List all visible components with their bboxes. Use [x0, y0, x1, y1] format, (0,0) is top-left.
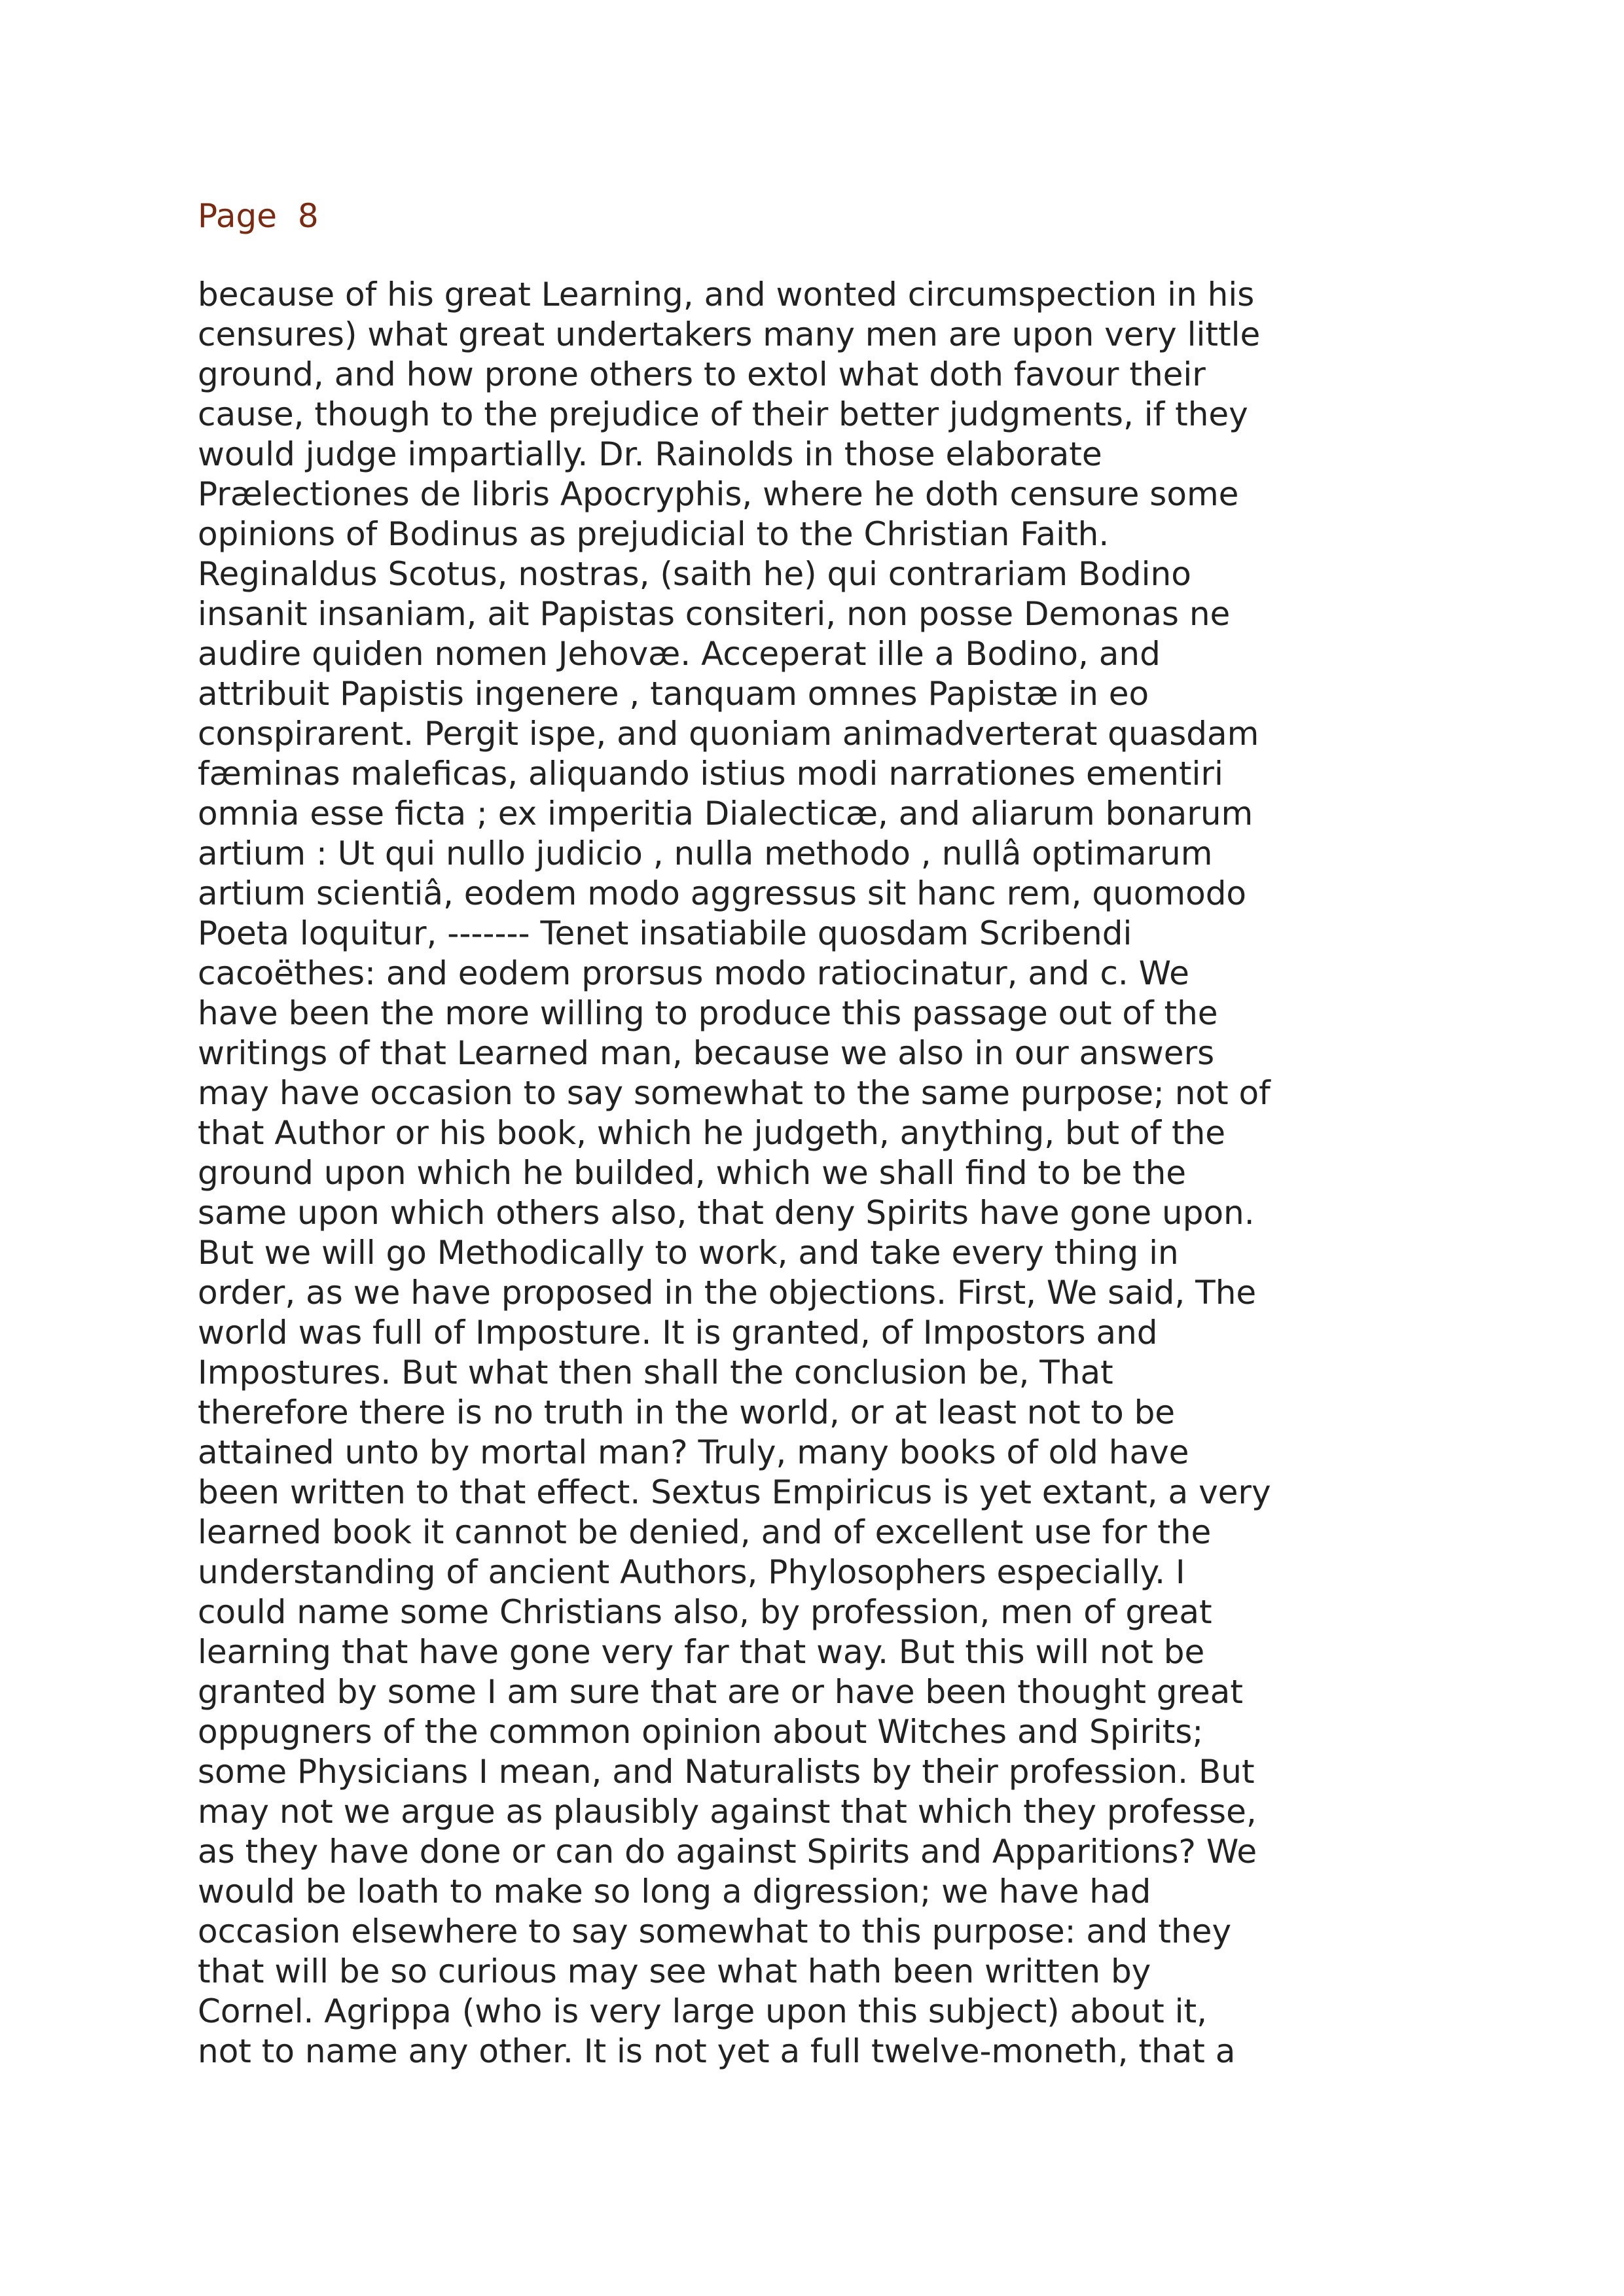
- text-line: could name some Christians also, by profession, men of great: [198, 1593, 1212, 1631]
- text-line: opinions of Bodinus as prejudicial to the Christian Faith.: [198, 515, 1110, 553]
- text-line: attained unto by mortal man? Truly, many books of old have: [198, 1433, 1189, 1471]
- text-line: fæminas maleficas, aliquando istius modi narrationes ementiri: [198, 755, 1223, 793]
- text-line: some Physicians I mean, and Naturalists by their profession. But: [198, 1753, 1255, 1791]
- text-line: not to name any other. It is not yet a full twelve-moneth, that a: [198, 2032, 1236, 2070]
- text-line: cacoëthes: and eodem prorsus modo ratiocinatur, and c. We: [198, 954, 1189, 992]
- body-text: [198, 275, 1520, 2072]
- text-line: attribuit Papistis ingenere , tanquam omnes Papistæ in eo: [198, 675, 1149, 713]
- text-line: Cornel. Agrippa (who is very large upon this subject) about it,: [198, 1992, 1208, 2030]
- text-line: have been the more willing to produce this passage out of the: [198, 994, 1218, 1032]
- text-line: writings of that Learned man, because we also in our answers: [198, 1034, 1215, 1072]
- text-line: learning that have gone very far that way. But this will not be: [198, 1633, 1205, 1671]
- text-line: understanding of ancient Authors, Phylosophers especially. I: [198, 1553, 1185, 1591]
- text-line: audire quiden nomen Jehovæ. Acceperat ille a Bodino, and: [198, 635, 1161, 673]
- text-line: been written to that effect. Sextus Empiricus is yet extant, a very: [198, 1473, 1271, 1511]
- text-line: because of his great Learning, and wonted circumspection in his: [198, 276, 1255, 314]
- page-number: Page 8: [198, 197, 319, 235]
- text-line: censures) what great undertakers many men are upon very little: [198, 315, 1261, 353]
- text-line: occasion elsewhere to say somewhat to this purpose: and they: [198, 1912, 1232, 1950]
- text-line: insanit insaniam, ait Papistas consiteri, non posse Demonas ne: [198, 595, 1231, 633]
- text-line: Reginaldus Scotus, nostras, (saith he) qui contrariam Bodino: [198, 555, 1191, 593]
- text-line: order, as we have proposed in the objections. First, We said, The: [198, 1274, 1257, 1312]
- text-line: therefore there is no truth in the world, or at least not to be: [198, 1393, 1176, 1431]
- text-line: may not we argue as plausibly against that which they professe,: [198, 1793, 1257, 1831]
- text-line: artium : Ut qui nullo judicio , nulla methodo , nullâ optimarum: [198, 834, 1213, 872]
- text-line: Prælectiones de libris Apocryphis, where he doth censure some: [198, 475, 1239, 513]
- text-line: would judge impartially. Dr. Rainolds in those elaborate: [198, 435, 1102, 473]
- text-line: ground upon which he builded, which we shall find to be the: [198, 1154, 1187, 1192]
- text-line: learned book it cannot be denied, and of excellent use for the: [198, 1513, 1212, 1551]
- text-line: But we will go Methodically to work, and take every thing in: [198, 1234, 1179, 1272]
- text-line: that will be so curious may see what hath been written by: [198, 1952, 1151, 1990]
- text-line: may have occasion to say somewhat to the same purpose; not of: [198, 1074, 1271, 1112]
- text-line: cause, though to the prejudice of their better judgments, if they: [198, 395, 1248, 433]
- text-line: granted by some I am sure that are or have been thought great: [198, 1673, 1243, 1711]
- text-line: Poeta loquitur, ------- Tenet insatiabile quosdam Scribendi: [198, 914, 1132, 952]
- text-line: artium scientiâ, eodem modo aggressus sit hanc rem, quomodo: [198, 874, 1247, 912]
- text-line: as they have done or can do against Spirits and Apparitions? We: [198, 1833, 1257, 1871]
- text-line: that Author or his book, which he judgeth, anything, but of the: [198, 1114, 1226, 1152]
- text-line: would be loath to make so long a digression; we have had: [198, 1873, 1151, 1910]
- text-line: world was full of Imposture. It is granted, of Impostors and: [198, 1314, 1158, 1352]
- text-line: ground, and how prone others to extol what doth favour their: [198, 355, 1206, 393]
- text-line: omnia esse ficta ; ex imperitia Dialecticæ, and aliarum bonarum: [198, 795, 1254, 833]
- text-line: conspirarent. Pergit ispe, and quoniam animadverterat quasdam: [198, 715, 1259, 753]
- text-line: oppugners of the common opinion about Witches and Spirits;: [198, 1713, 1204, 1751]
- text-line: same upon which others also, that deny Spirits have gone upon.: [198, 1194, 1255, 1232]
- text-line: Impostures. But what then shall the conclusion be, That: [198, 1354, 1113, 1391]
